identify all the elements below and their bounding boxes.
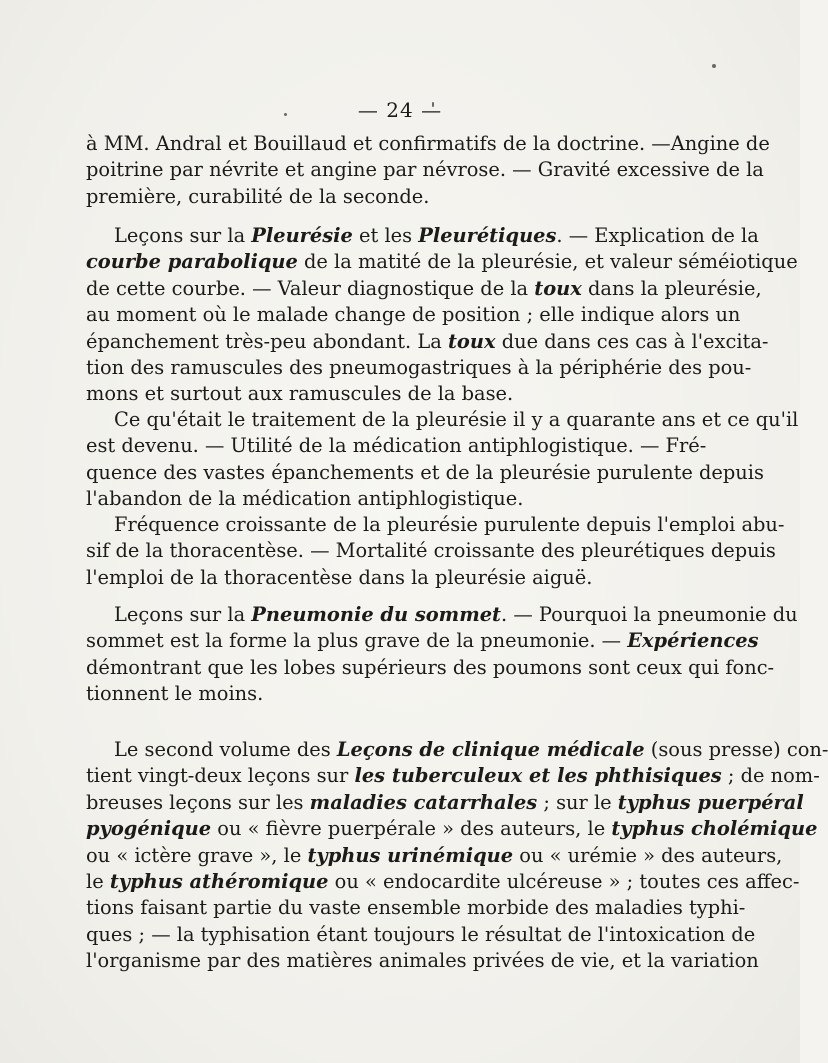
text-line: breuses leçons sur les maladies catarrhales ; sur le typhus puerpéral: [86, 790, 804, 814]
text-line: première, curabilité de la seconde.: [86, 184, 430, 208]
text-line: pyogénique ou « fièvre puerpérale » des auteurs, le typhus cholémique: [86, 817, 818, 841]
paragraph-4: [86, 512, 785, 591]
text-line: tionnent le moins.: [86, 682, 264, 706]
text-line: tient vingt-deux leçons sur les tuberculeux et les phthisiques ; de nom-: [86, 764, 820, 788]
paragraph-3: [86, 407, 799, 513]
text-line: l'emploi de la thoracentèse dans la pleurésie aiguë.: [86, 565, 593, 589]
text-line: à MM. Andral et Bouillaud et confirmatifs de la doctrine. —Angine de: [86, 132, 770, 155]
text-line: sif de la thoracentèse. — Mortalité croissante des pleurétiques depuis: [86, 539, 776, 563]
ink-speck: [712, 64, 716, 68]
text-line: de cette courbe. — Valeur diagnostique de la toux dans la pleurésie,: [86, 276, 762, 300]
text-line: tion des ramuscules des pneumogastriques à la périphérie des pou-: [86, 356, 752, 380]
text-line: épanchement très-peu abondant. La toux due dans ces cas à l'excita-: [86, 329, 769, 353]
paragraph-1: [86, 131, 770, 210]
page-number: — 24 —: [357, 98, 443, 122]
text-line: Ce qu'était le traitement de la pleurésie il y a quarante ans et ce qu'il: [114, 408, 799, 431]
text-line: courbe parabolique de la matité de la pleurésie, et valeur séméiotique: [86, 250, 798, 274]
text-line: mons et surtout aux ramuscules de la base.: [86, 382, 514, 406]
text-line: Leçons sur la Pleurésie et les Pleurétiques. — Explication de la: [114, 224, 759, 247]
text-line: poitrine par névrite et angine par névrose. — Gravité excessive de la: [86, 158, 764, 182]
text-line: l'organisme par des matières animales privées de vie, et la variation: [86, 949, 759, 973]
text-line: l'abandon de la médication antiphlogistique.: [86, 487, 524, 511]
text-line: quence des vastes épanchements et de la pleurésie purulente depuis: [86, 460, 764, 484]
paragraph-5: [86, 602, 798, 708]
text-line: le typhus athéromique ou « endocardite ulcéreuse » ; toutes ces affec-: [86, 870, 800, 894]
text-line: ou « ictère grave », le typhus urinémique ou « urémie » des auteurs,: [86, 843, 783, 867]
text-line: est devenu. — Utilité de la médication antiphlogistique. — Fré-: [86, 434, 707, 458]
text-line: sommet est la forme la plus grave de la pneumonie. — Expériences: [86, 629, 759, 653]
text-line: tions faisant partie du vaste ensemble morbide des maladies typhi-: [86, 896, 746, 920]
text-line: Leçons sur la Pneumonie du sommet. — Pourquoi la pneumonie du: [114, 603, 798, 626]
text-line: ques ; — la typhisation étant toujours le résultat de l'intoxication de: [86, 922, 756, 946]
paragraph-6: [86, 737, 828, 975]
text-line: au moment où le malade change de position ; elle indique alors un: [86, 303, 741, 327]
text-line: démontrant que les lobes supérieurs des poumons sont ceux qui fonc-: [86, 655, 775, 679]
text-line: Fréquence croissante de la pleurésie purulente depuis l'emploi abu-: [114, 513, 785, 536]
paragraph-2: [86, 223, 798, 408]
text-line: Le second volume des Leçons de clinique médicale (sous presse) con-: [114, 738, 828, 761]
